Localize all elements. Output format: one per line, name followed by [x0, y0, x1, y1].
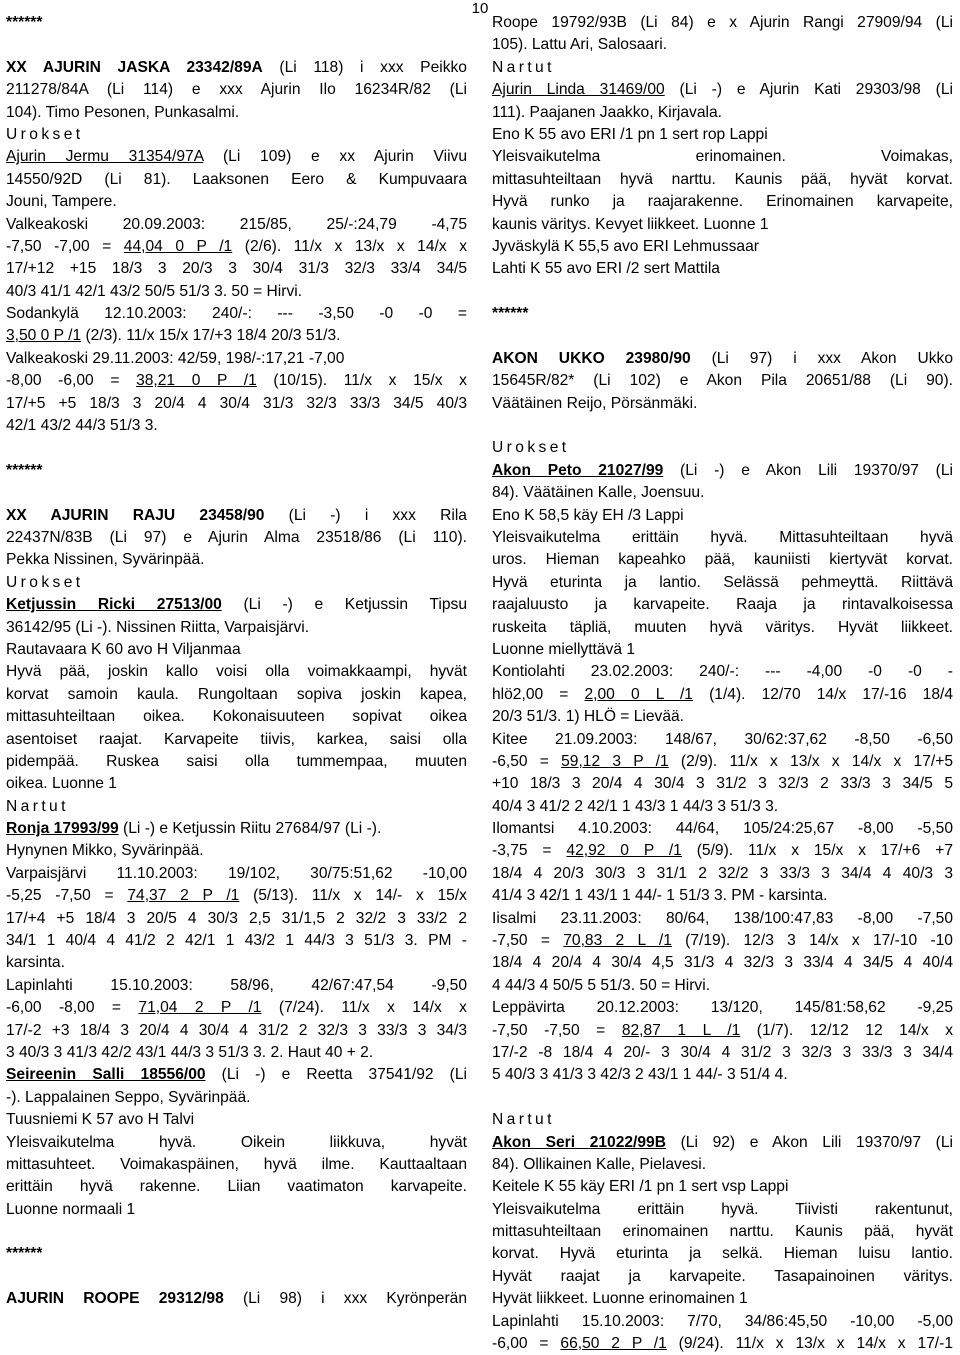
text-segment: -3,75 = [492, 842, 567, 860]
text-line [6, 1087, 467, 1109]
text-line [492, 482, 953, 504]
text-segment: erittäin hyvä rakenne. Liian vaatimaton karvapeite. [6, 1178, 467, 1196]
text-segment: 18/4 4 20/4 4 30/4 4,5 31/3 4 32/3 3 33/4 4 34/5 4 40/4 [492, 954, 953, 972]
text-line [492, 796, 953, 818]
text-segment: 84). Väätäinen Kalle, Joensuu. [492, 484, 705, 502]
text-segment: Varpaisjärvi 11.10.2003: 19/102, 30/75:51,62 -10,00 [6, 864, 467, 882]
text-segment: mittasuhteiltaan erinomainen narttu. Kaunis pää, hyvät [492, 1223, 953, 1241]
paragraph-spacer [6, 482, 467, 504]
paragraph-spacer [6, 34, 467, 56]
text-line [492, 1154, 953, 1176]
text-line [492, 1243, 953, 1265]
section-heading: Nartut [6, 797, 69, 815]
text-segment: Hyvä pää, joskin kallo voisi olla voimakkaampi, hyvät [6, 663, 467, 681]
score-value: 44,04 0 P /1 [123, 237, 233, 255]
text-segment: Valkeakoski 20.09.2003: 215/85, 25/-:24,79 -4,75 [6, 215, 467, 233]
text-segment: Yleisvaikutelma erittäin hyvä. Mittasuhteiltaan hyvä [492, 528, 953, 546]
paragraph-spacer [6, 1221, 467, 1243]
text-segment: hlö2,00 = [492, 685, 585, 703]
text-line [6, 930, 467, 952]
text-segment: Yleisvaikutelma erittäin hyvä. Tiivisti rakentunut, [492, 1200, 953, 1218]
text-line [6, 975, 467, 997]
right-column [492, 12, 953, 1355]
paragraph-spacer [492, 281, 953, 303]
text-line [492, 661, 953, 683]
text-segment: -6,50 = [492, 752, 562, 770]
text-line [492, 505, 953, 527]
text-segment: Lapinlahti 15.10.2003: 7/70, 34/86:45,50 -10,00 -5,00 [492, 1312, 953, 1330]
text-line [492, 1221, 953, 1243]
text-segment: kaunis väritys. Kevyet liikkeet. Luonne 1 [492, 215, 769, 233]
dog-name: Ketjussin Ricki 27513/00 [6, 596, 222, 614]
section-heading: Urokset [6, 573, 84, 591]
text-line [492, 393, 953, 415]
text-line [6, 1288, 467, 1310]
text-segment: (1/4). 12/70 14/x 17/-16 18/4 [692, 685, 953, 703]
text-line [492, 818, 953, 840]
text-segment: (7/19). 12/3 3 14/x x 17/-10 -10 [671, 932, 953, 950]
dog-name: Ronja 17993/99 [6, 820, 119, 838]
text-segment: 17/+5 +5 18/3 3 20/4 4 30/4 31/3 32/3 33/3 34/5 40/3 [6, 394, 467, 412]
score-value: 42,92 0 P /1 [566, 842, 682, 860]
text-line [492, 952, 953, 974]
text-line [492, 549, 953, 571]
text-segment: asentoiset raajat. Karvapeite tiivis, karkea, saisi olla [6, 730, 467, 748]
text-line [492, 1109, 953, 1131]
text-line [6, 146, 467, 168]
section-heading: Urokset [6, 125, 84, 143]
text-segment: -5,25 -7,50 = [6, 887, 128, 905]
text-segment: ruskeita täpliä, muuten hyvä väritys. Hyvät liikkeet. [492, 618, 953, 636]
text-line [6, 1064, 467, 1086]
text-segment: 15645R/82* (Li 102) e Akon Pila 20651/88 (Li 90). [492, 372, 953, 390]
text-segment: 105). Lattu Ari, Salosaari. [492, 36, 668, 54]
text-segment: Rautavaara K 60 avo H Viljanmaa [6, 640, 241, 658]
text-segment: 36142/95 (Li -). Nissinen Riitta, Varpaisjärvi. [6, 618, 310, 636]
text-line [492, 527, 953, 549]
text-segment: (2/9). 11/x x 13/x x 14/x x 17/+5 [668, 752, 953, 770]
text-line [492, 840, 953, 862]
text-line [492, 191, 953, 213]
text-segment: Sodankylä 12.10.2003: 240/-: --- -3,50 -0 -0 = [6, 305, 467, 323]
text-line [6, 908, 467, 930]
score-value: 66,50 2 P /1 [560, 1335, 667, 1353]
text-line [492, 258, 953, 280]
text-segment: 34/1 1 40/4 4 41/2 2 42/1 1 43/2 1 44/3 3 51/3 3. PM - [6, 932, 467, 950]
text-segment: korvat. Hyvä eturinta ja selkä. Hieman luisu lantio. [492, 1245, 953, 1263]
text-line [492, 639, 953, 661]
text-segment: (2/6). 11/x x 13/x x 14/x x [232, 237, 467, 255]
text-line [492, 146, 953, 168]
text-segment: Iisalmi 23.11.2003: 80/64, 138/100:47,83 -8,00 -7,50 [492, 909, 953, 927]
text-segment: Hyvät liikkeet. Luonne erinomainen 1 [492, 1290, 748, 1308]
text-segment: Yleisvaikutelma hyvä. Oikein liikkuva, hyvät [6, 1133, 467, 1151]
text-line [492, 460, 953, 482]
text-segment: 42/1 43/2 44/3 51/3 3. [6, 417, 158, 435]
dog-name: Akon Peto 21027/99 [492, 461, 664, 479]
text-line [492, 1064, 953, 1086]
text-segment: (2/3). 11/x 15/x 17/+3 18/4 20/3 51/3. [81, 327, 341, 345]
text-line [6, 617, 467, 639]
text-line [6, 325, 467, 347]
text-segment: raajaluusto ja karvapeite. Raaja ja rintavalkoisessa [492, 596, 953, 614]
text-segment: (Li 118) i xxx Peikko [262, 58, 467, 76]
paragraph-spacer [6, 437, 467, 459]
text-segment: 17/+12 +15 18/3 3 20/3 3 30/4 31/3 32/3 33/4 34/5 [6, 260, 467, 278]
text-segment: 22437N/83B (Li 97) e Ajurin Alma 23518/86 (Li 110). [6, 528, 467, 546]
paragraph-spacer [492, 325, 953, 347]
text-segment: (5/13). 11/x x 14/- x 15/x [239, 887, 467, 905]
text-line [492, 1311, 953, 1333]
text-segment: 41/4 3 42/1 1 43/1 1 44/- 1 51/3 3. PM - karsinta. [492, 887, 828, 905]
text-segment: 84). Ollikainen Kalle, Pielavesi. [492, 1155, 707, 1173]
text-segment: -). Lappalainen Seppo, Syvärinpää. [6, 1088, 251, 1106]
text-segment: Hynynen Mikko, Syvärinpää. [6, 842, 204, 860]
text-segment: Hyvä eturinta ja lantio. Selässä pehmeyttä. Riittävä [492, 573, 953, 591]
text-segment: 3 40/3 3 41/3 42/2 43/1 44/3 3 51/3 3. 2. Haut 40 + 2. [6, 1043, 374, 1061]
text-line [6, 729, 467, 751]
text-line [492, 706, 953, 728]
text-line [492, 885, 953, 907]
text-line [6, 258, 467, 280]
text-segment: Jyväskylä K 55,5 avo ERI Lehmussaar [492, 237, 759, 255]
text-line [492, 1266, 953, 1288]
text-segment: Kitee 21.09.2003: 148/67, 30/62:37,62 -8,50 -6,50 [492, 730, 953, 748]
score-value: 2,00 0 L /1 [584, 685, 693, 703]
text-segment: (Li -) e Ketjussin Riitu 27684/97 (Li -). [118, 820, 382, 838]
text-line [492, 975, 953, 997]
text-segment: Luonne normaali 1 [6, 1200, 136, 1218]
text-segment: 40/3 41/1 42/1 43/2 50/5 51/3 3. 50 = Hirvi. [6, 282, 303, 300]
text-line [6, 415, 467, 437]
text-segment: Tuusniemi K 57 avo H Talvi [6, 1111, 195, 1129]
text-segment: 17/-2 +3 18/4 3 20/4 4 30/4 4 31/2 2 32/3 3 33/3 3 34/3 [6, 1021, 467, 1039]
text-line [6, 1176, 467, 1198]
text-line [6, 661, 467, 683]
text-line [6, 303, 467, 325]
text-line [6, 505, 467, 527]
text-line [6, 706, 467, 728]
text-line [6, 751, 467, 773]
dog-name: Akon Seri 21022/99B [492, 1133, 666, 1151]
text-line [492, 773, 953, 795]
text-segment: (Li 92) e Akon Lili 19370/97 (Li [666, 1133, 953, 1151]
section-heading: Nartut [492, 1111, 555, 1129]
text-line [6, 572, 467, 594]
text-line [6, 639, 467, 661]
text-segment: 17/-2 -8 18/4 4 20/- 3 30/4 4 31/2 3 32/3 3 33/3 3 34/4 [492, 1043, 953, 1061]
text-line [6, 1199, 467, 1221]
text-segment: Valkeakoski 29.11.2003: 42/59, 198/-:17,21 -7,00 [6, 349, 345, 367]
text-segment: Väätäinen Reijo, Pörsänmäki. [492, 394, 698, 412]
score-value: Ajurin Jermu 31354/97A [6, 148, 204, 166]
text-line [492, 930, 953, 952]
text-segment: Roope 19792/93B (Li 84) e x Ajurin Rangi 27909/94 (Li [492, 14, 953, 31]
text-line [6, 1109, 467, 1131]
text-segment: (Li 98) i xxx Kyrönperän [223, 1290, 467, 1308]
section-separator: ****** [6, 1245, 43, 1263]
text-segment: 20/3 51/3. 1) HLÖ = Lievää. [492, 708, 685, 726]
text-segment: 5 40/3 3 41/3 3 42/3 2 43/1 1 44/- 3 51/4 4. [492, 1066, 788, 1084]
text-line [492, 997, 953, 1019]
text-segment: 111). Paajanen Jaakko, Kirjavala. [492, 103, 722, 121]
text-segment: Eno K 58,5 käy EH /3 Lappi [492, 506, 684, 524]
text-segment: -7,50 -7,50 = [492, 1021, 622, 1039]
score-value: 71,04 2 P /1 [138, 999, 262, 1017]
text-line [492, 594, 953, 616]
text-segment: -6,00 = [492, 1335, 561, 1353]
text-line [492, 348, 953, 370]
text-line [6, 57, 467, 79]
text-segment: uros. Hieman kapeahko pää, kauniisti kiertyvät korvat. [492, 551, 953, 569]
text-segment: (Li -) e Ketjussin Tipsu [221, 596, 467, 614]
section-heading: Urokset [492, 439, 570, 457]
text-line [6, 594, 467, 616]
text-line [6, 840, 467, 862]
text-segment: (Li 109) e xx Ajurin Viivu [203, 148, 467, 166]
text-segment: (10/15). 11/x x 15/x x [256, 372, 467, 390]
text-line [6, 1132, 467, 1154]
text-line [6, 348, 467, 370]
text-segment: mittasuhteiltaan oikea. Kokonaisuuteen sopivat oikea [6, 708, 467, 726]
text-segment: Lahti K 55 avo ERI /2 sert Mattila [492, 260, 720, 278]
text-segment: -7,50 = [492, 932, 564, 950]
text-line [492, 729, 953, 751]
text-segment: oikea. Luonne 1 [6, 775, 117, 793]
text-segment: 40/4 3 41/2 2 42/1 1 43/3 1 44/3 3 51/3 3. [492, 797, 779, 815]
text-segment: Ilomantsi 4.10.2003: 44/64, 105/24:25,67 -8,00 -5,50 [492, 820, 953, 838]
text-segment: Pekka Nissinen, Syvärinpää. [6, 551, 205, 569]
text-segment: Keitele K 55 käy ERI /1 pn 1 sert vsp Lappi [492, 1178, 789, 1196]
text-line [492, 437, 953, 459]
score-value: Ajurin Linda 31469/00 [492, 81, 665, 99]
text-line [492, 79, 953, 101]
text-line [6, 393, 467, 415]
score-value: 74,37 2 P /1 [127, 887, 240, 905]
text-segment: 211278/84A (Li 114) e xxx Ajurin Ilo 16234R/82 (Li [6, 81, 467, 99]
text-segment: (Li -) e Akon Lili 19370/97 (Li [663, 461, 953, 479]
text-line [6, 863, 467, 885]
text-segment: Yleisvaikutelma erinomainen. Voimakas, [492, 148, 953, 166]
text-line [6, 684, 467, 706]
paragraph-spacer [492, 1087, 953, 1109]
text-segment: -8,00 -6,00 = [6, 372, 137, 390]
text-segment: 18/4 4 20/3 30/3 3 31/1 2 32/2 3 33/3 3 34/4 4 40/3 3 [492, 864, 953, 882]
text-segment: 14550/92D (Li 81). Laaksonen Eero & Kumpuvaara [6, 170, 467, 188]
dog-name: AKON UKKO 23980/90 [492, 349, 691, 367]
paragraph-spacer [6, 1266, 467, 1288]
text-line [6, 527, 467, 549]
text-segment: Eno K 55 avo ERI /1 pn 1 sert rop Lappi [492, 125, 768, 143]
text-line [6, 281, 467, 303]
text-line [492, 214, 953, 236]
text-segment: +10 18/3 3 20/4 4 30/4 3 31/2 3 32/3 2 33/3 3 34/5 5 [492, 775, 953, 793]
score-value: 3,50 0 P /1 [6, 327, 82, 345]
text-segment: (1/7). 12/12 12 14/x x [740, 1021, 953, 1039]
text-line [492, 124, 953, 146]
text-line [6, 1042, 467, 1064]
text-line [492, 1333, 953, 1355]
text-segment: Jouni, Tampere. [6, 193, 117, 211]
section-separator: ****** [6, 461, 43, 479]
text-line [492, 370, 953, 392]
text-segment: (7/24). 11/x x 14/x x [261, 999, 467, 1017]
text-line [6, 191, 467, 213]
text-segment: Luonne miellyttävä 1 [492, 640, 636, 658]
text-segment: (9/24). 11/x x 13/x x 14/x x 17/-1 [666, 1335, 953, 1353]
text-line [6, 773, 467, 795]
text-line [492, 572, 953, 594]
text-line [492, 1020, 953, 1042]
text-segment: Hyvät raajat ja karvapeite. Tasapainoinen väritys. [492, 1267, 953, 1285]
text-line [6, 818, 467, 840]
text-line [492, 908, 953, 930]
text-segment: 104). Timo Pesonen, Punkasalmi. [6, 103, 240, 121]
text-segment: Lapinlahti 15.10.2003: 58/96, 42/67:47,54 -9,50 [6, 976, 467, 994]
section-heading: Nartut [492, 58, 555, 76]
text-line [492, 1042, 953, 1064]
paragraph-spacer [492, 415, 953, 437]
text-segment: mittasuhteet. Voimakaspäinen, hyvä ilme. Kauttaaltaan [6, 1155, 467, 1173]
text-line [6, 796, 467, 818]
text-line [492, 1199, 953, 1221]
dog-name: AJURIN ROOPE 29312/98 [6, 1290, 224, 1308]
text-line [6, 885, 467, 907]
text-line [6, 549, 467, 571]
score-value: 70,83 2 L /1 [563, 932, 672, 950]
text-segment: Hyvä runko ja raajarakenne. Erinomainen karvapeite, [492, 193, 953, 211]
text-line [6, 169, 467, 191]
text-line [6, 1154, 467, 1176]
text-line [492, 751, 953, 773]
text-line [492, 863, 953, 885]
score-value: 38,21 0 P /1 [136, 372, 257, 390]
dog-name: XX AJURIN RAJU 23458/90 [6, 506, 265, 524]
text-line [6, 102, 467, 124]
text-segment: pidempää. Ruskea saisi olla tummempaa, muuten [6, 752, 467, 770]
text-segment: korvat samoin kaula. Rungoltaan sopiva joskin kapea, [6, 685, 467, 703]
text-segment: karsinta. [6, 954, 65, 972]
text-line [6, 952, 467, 974]
text-line [6, 214, 467, 236]
score-value: 82,87 1 L /1 [621, 1021, 741, 1039]
text-line [6, 1020, 467, 1042]
text-line [492, 684, 953, 706]
text-line [492, 1132, 953, 1154]
left-column [6, 12, 467, 1311]
text-segment: 4 44/3 4 50/5 5 51/3. 50 = Hirvi. [492, 976, 711, 994]
text-line [6, 124, 467, 146]
text-segment: mittasuhteiltaan hyvä narttu. Kaunis pää, hyvät korvat. [492, 170, 953, 188]
dog-name: XX AJURIN JASKA 23342/89A [6, 58, 263, 76]
text-line [492, 1176, 953, 1198]
page-number: 10 [471, 0, 489, 17]
text-line [6, 236, 467, 258]
section-separator: ****** [492, 305, 529, 323]
text-segment: (Li -) i xxx Rila [264, 506, 467, 524]
text-line [492, 34, 953, 56]
section-separator: ****** [6, 14, 43, 31]
text-line [6, 997, 467, 1019]
text-segment: (Li -) e Reetta 37541/92 (Li [205, 1066, 467, 1084]
text-line [492, 12, 953, 34]
text-line [492, 236, 953, 258]
text-line [6, 79, 467, 101]
text-segment: Leppävirta 20.12.2003: 13/120, 145/81:58,62 -9,25 [492, 999, 953, 1017]
text-segment: Kontiolahti 23.02.2003: 240/-: --- -4,00 -0 -0 - [492, 663, 953, 681]
text-segment: (Li -) e Ajurin Kati 29303/98 (Li [664, 81, 953, 99]
text-line [492, 102, 953, 124]
text-segment: -7,50 -7,00 = [6, 237, 124, 255]
text-line [492, 169, 953, 191]
text-line [492, 617, 953, 639]
text-line [492, 57, 953, 79]
text-segment: -6,00 -8,00 = [6, 999, 139, 1017]
text-segment: (Li 97) i xxx Akon Ukko [690, 349, 953, 367]
text-segment: (5/9). 11/x x 15/x x 17/+6 +7 [681, 842, 953, 860]
text-line [492, 1288, 953, 1310]
text-segment: 17/+4 +5 18/4 3 20/5 4 30/3 2,5 31/1,5 2 32/2 3 33/2 2 [6, 909, 467, 927]
score-value: 59,12 3 P /1 [561, 752, 669, 770]
text-line [6, 370, 467, 392]
dog-name: Seireenin Salli 18556/00 [6, 1066, 206, 1084]
